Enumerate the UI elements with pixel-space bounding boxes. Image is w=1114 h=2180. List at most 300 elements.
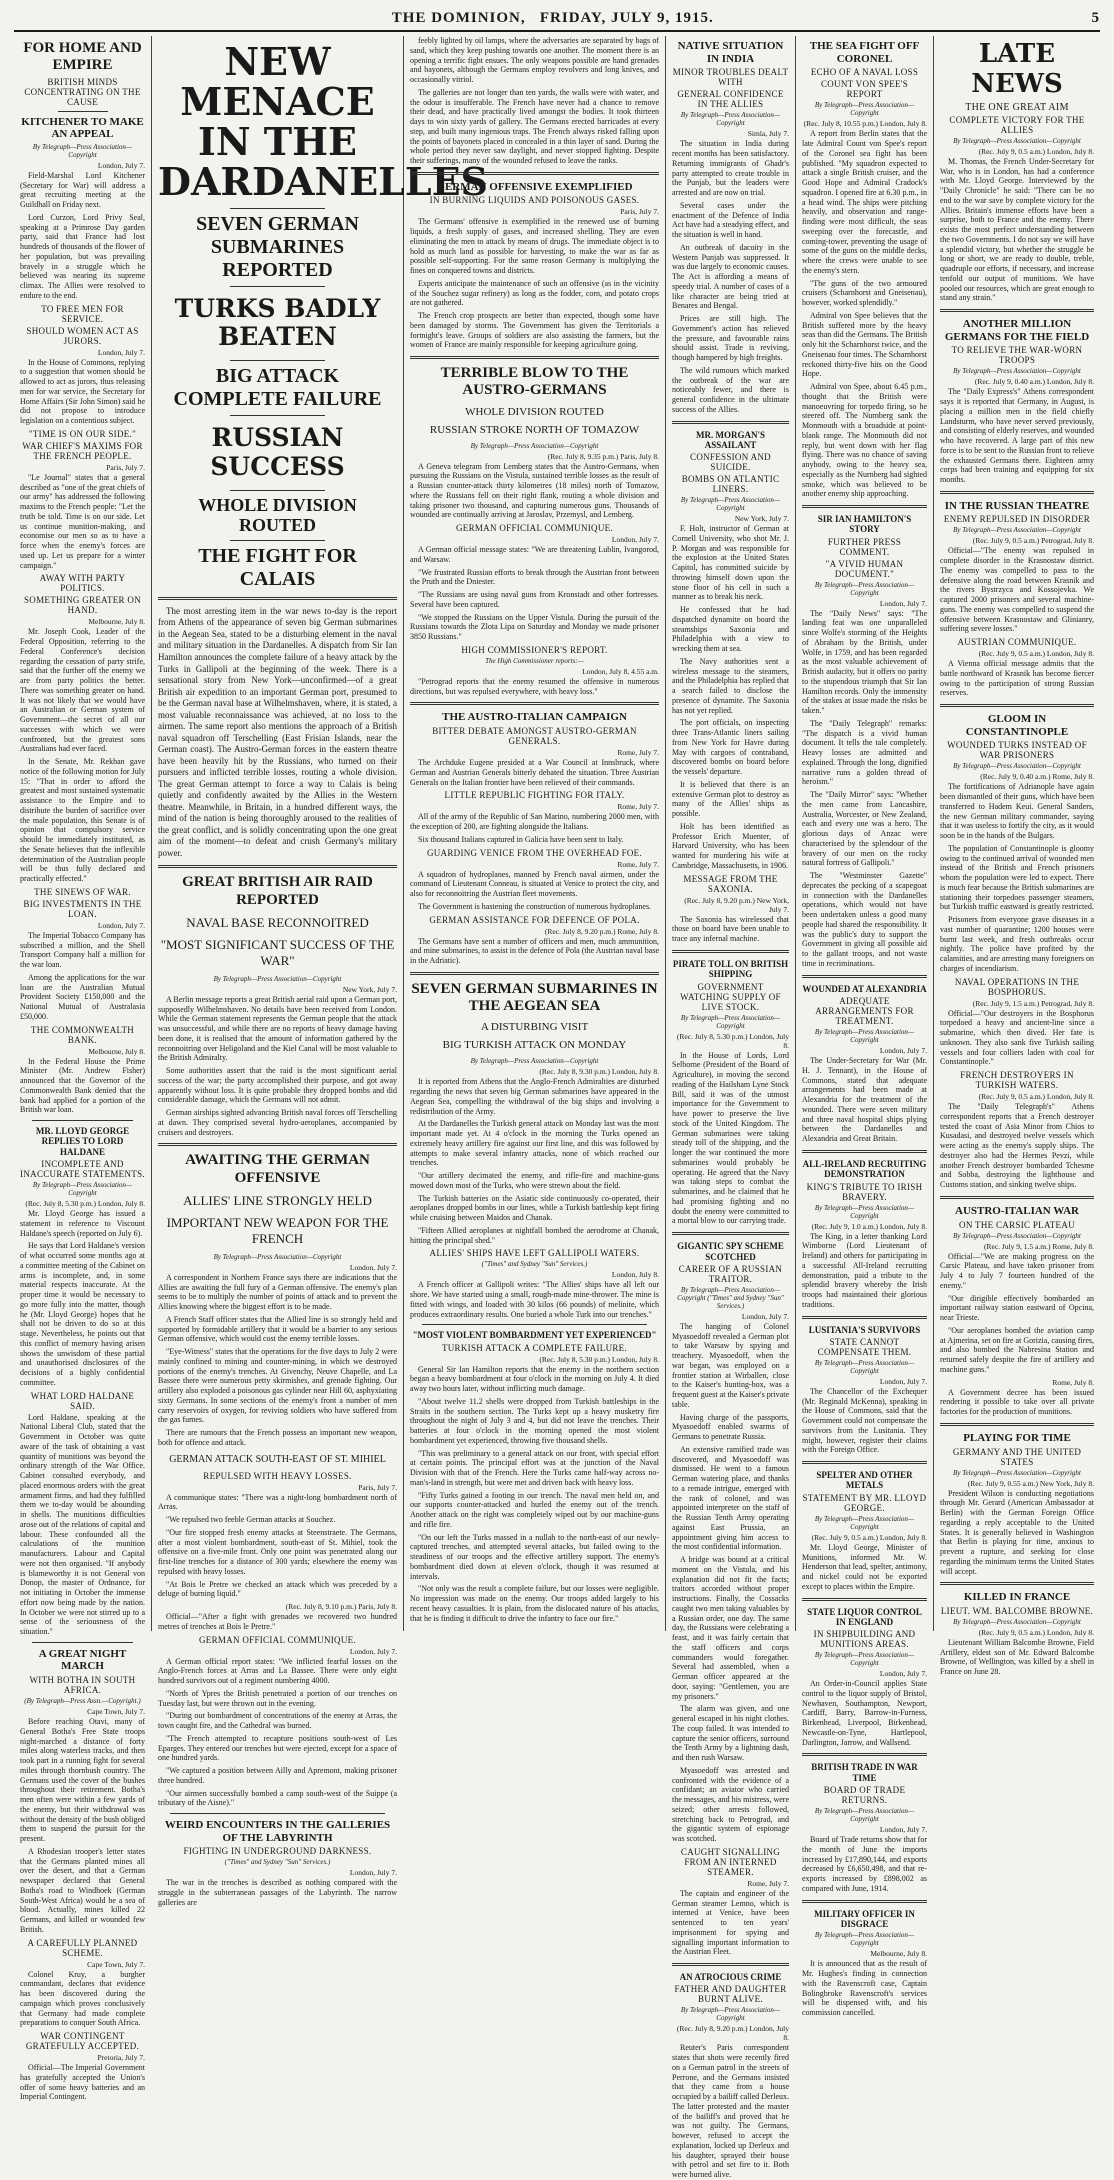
article-paragraph: All of the army of the Republic of San Marino, numbering 2000 men, with the exception of 200, are fighting alongside the Italians. (410, 812, 659, 832)
dateline: Cape Town, July 7. (87, 1707, 145, 1717)
byline: By Telegraph—Press Association—Copyright ("Times" and Sydney "Sun" Services.) (677, 1285, 784, 1310)
article-paragraph: Myasoedoff was arrested and confronted with the evidence of a confidant; an aviator who carried the messages, and his mistress, were seized; other arrests followed, stretching back to Petrograd, and the gigantic system of espionage was scotched. (672, 1765, 789, 1844)
article-paragraph: Official—"Our destroyers in the Bosphorus torpedoed a heavy and ancient-line since a submarine, which then dived. Her fate is unknown. They also sank five Turkish sailing vessels and four colliers laden with coal for Constantinople." (940, 1008, 1094, 1067)
article-paragraph: A Government decree has been issued rendering it possible to take over all private factories for the production of munitions. (940, 1387, 1094, 1417)
subheadline: GERMAN ASSISTANCE FOR DEFENCE OF POLA. (429, 914, 640, 925)
article-paragraph: In the Federal House the Prime Minister (Mr. Andrew Fisher) announced that the Governor of the Commonwealth Bank denied that the bank had applied for a portion of the British war loan. (20, 1056, 145, 1115)
dateline: (Rec. July 8, 5.30 p.m.) London, July 8. (539, 1354, 659, 1364)
article-paragraph: "We frustrated Russian efforts to break through the Austrian front between the Pruth and the Dniester. (410, 567, 659, 587)
dateline: (Rec. July 9, 1.5 a.m.) Petrograd, July 8. (972, 998, 1094, 1008)
headline: SPELTER AND OTHER METALS (816, 1470, 913, 1491)
page-number: 5 (1091, 10, 1100, 26)
byline: By Telegraph—Press Association—Copyright (814, 1651, 915, 1668)
article-paragraph: There are rumours that the French possess an important new weapon, both for offence and attack. (158, 1428, 397, 1447)
subheadline: WOUNDED TURKS INSTEAD OF WAR PRISONERS (947, 740, 1087, 761)
dateline: Melbourne, July 8. (870, 1949, 927, 1959)
byline: By Telegraph—Press Association—Copyright (953, 1617, 1081, 1626)
article-paragraph: "This was preliminary to a general attack on our front, with special effort at certain points. The principal effort was at the junction of the Naval Division with that of the French. Here the Turks came half-way across no-man's-land in strength, but were met and driven back with heavy loss. (410, 1448, 659, 1487)
article-paragraph: Some authorities assert that the raid is the most significant aerial success of the war; the party accomplished their purpose, and got away apparently without loss. It is quite probable they dropped bombs and did considerable damage, which the Germans will not admit. (158, 1066, 397, 1105)
masthead-title (14, 10, 1092, 27)
article-paragraph: The King, in a letter thanking Lord Wimborne (Lord Lieutenant of Ireland) and others for participating in a successful All-Ireland recruiting demonstration, paid a tribute to the splendid bravery whereby the Irish troops had maintained their glorious traditions. (802, 1231, 927, 1309)
dateline: (Rec. July 9, 0.5 a.m.) Petrograd, July 8. (972, 536, 1094, 546)
section-heading: SOMETHING GREATER ON HAND. (24, 595, 141, 616)
article-paragraph: The Germans' offensive is exemplified in the renewed use of burning liquids, a fresh supply of gases, and increased shelling. They are even eliminating the men to attack by means of drugs. The immediate object is to hold as much land as possible for harvesting, to make the war as far as possible self-supporting. For the same reason Germany is multiplying the fines on conquered towns and districts. (410, 217, 659, 276)
dateline: London, July 7. (879, 1669, 927, 1679)
article-paragraph: "At Bois le Pretre we checked an attack which was preceded by a deluge of burning liquid." (158, 1579, 397, 1599)
byline: By Telegraph—Press Association—Copyright (814, 1028, 915, 1045)
subheadline: MINOR TROUBLES DEALT WITH (672, 67, 789, 88)
article-paragraph: The situation in India during recent months has been satisfactory. Returning immigrants of Ghadr's party attempted to create trouble in the Punjab, but the leaders were arrested and are now on trial. (672, 139, 789, 198)
article-paragraph: The hanging of Colonel Myasoedoff revealed a German plot to take Warsaw by spying and treachery. Myasoedoff, when the war began, was employed on a frontier station at Wirballen, close to the Kaiser's hunting-box, was a frequent guest at the Kaiser's private table. (672, 1321, 789, 1409)
dateline: London, July 7. (97, 160, 145, 170)
subheadline: KING'S TRIBUTE TO IRISH BRAVERY. (806, 1181, 923, 1202)
article-paragraph: In the House of Lords, Lord Selborne (President of the Board of Agriculture), in moving the second reading of the Hailsham Lyne Stock Bill, said it was of the utmost importance for the Government to have power to preserve the live stock of the United Kingdom. The German submarines were taking steady toll of the shipping, and the longer the war continued the more submarines would probably be operating. He agreed that the Navy was taking steps to combat the submarines, and he claimed that he had promising fighting and no doubt the enemy were committed to a mortal blow to our carrying trade. (672, 1050, 789, 1226)
byline: By Telegraph—Press Association—Copyright (814, 1203, 915, 1220)
byline: By Telegraph—Press Association—Copyright (680, 2006, 781, 2023)
article-paragraph: "The French attempted to recapture positions south-west of Les Eparges. They entered our trenches but were ejected, except for a space of one hundred yards. (158, 1733, 397, 1763)
article-paragraph: The "Westminster Gazette" deprecates the pecking of a scapegoat in connection with the Dardanelles operations, which would not have been undertaken unless a good many people had shared the responsibility. It was the public's duty to support the Government in giving all possible aid to the gallant troops, and not waste time in recriminations. (802, 871, 927, 968)
section-heading: AWAY WITH PARTY POLITICS. (39, 573, 126, 594)
article-paragraph: The Government is hastening the construction of numerous hydroplanes. (418, 901, 652, 911)
byline: By Telegraph—Press Association—Copyright (213, 1252, 342, 1261)
headline: SEVEN GERMAN SUBMARINES IN THE AEGEAN SEA (411, 980, 658, 1015)
dateline: Paris, July 7. (358, 1482, 397, 1492)
headline: AN ATROCIOUS CRIME (679, 1972, 782, 1983)
byline: By Telegraph—Press Association—Copyright (814, 580, 915, 597)
newspaper-name: THE DOMINION, (391, 10, 526, 26)
article-paragraph: Among the applications for the war loan are the Australian Mutual Provident Society £150,000 and the National Mutual of Australasia £50,000. (20, 972, 145, 1021)
dateline: (Rec. July 8, 9.20 p.m.) New York, July 7. (684, 895, 789, 914)
headline: RUSSIAN SUCCESS (210, 423, 345, 481)
column-3 (404, 36, 666, 1631)
dateline: London, July 7. (741, 1311, 789, 1321)
subheadline: BIG TURKISH ATTACK ON MONDAY (442, 1039, 627, 1052)
subheadline: GERMAN OFFICIAL COMMUNIQUE. (198, 1634, 357, 1645)
headline: THE FIGHT FOR CALAIS (198, 544, 357, 590)
article-paragraph: A report from Berlin states that the late Admiral Count von Spee's report of the Coronel sea fight has been published. "My squadron expected to attack a single British cruiser, and the Good Hope and Admiral Cradock's squadron. I opened fire at 6.30 p.m., in a head wind. The ships were pitching heavily, and observation and range-finding were most difficult, the seas sweeping over the forecastle, and coming-tower, preventing the usage of some of the guns on the middle decks, where the crews were unable to see the enemy's stern. (802, 129, 927, 275)
article-paragraph: It is announced that as the result of Mr. Hughes's finding in connection with the Ravenscroft case, Captain Bolingbroke Ravenscroft's services will be dispensed with, and his commission cancelled. (802, 1959, 927, 2018)
headline: ANOTHER MILLION GERMANS FOR THE FIELD (944, 318, 1090, 343)
article-paragraph: Prisoners from everyone grave diseases in a vast number of quarantine; 1200 houses were burnt last week, and fresh outbreaks occur nightly. The police have profited by the calamities, and are arresting many foreigners on charges of incendiarism. (940, 915, 1094, 973)
dateline: (Rec. July 8, 9.35 p.m.) Paris, July 8. (547, 451, 659, 461)
dateline: London, July 7. (879, 1376, 927, 1386)
dateline: (Rec. July 9, 1.5 a.m.) Rome, July 8. (984, 1241, 1094, 1251)
article-paragraph: The Imperial Tobacco Company has subscribed a million, and the Shell Transport Company half a million for the war loan. (20, 930, 145, 970)
dateline: Rome, July 8. (1052, 1377, 1094, 1387)
summary-paragraph: The most arresting item in the war news to-day is the report from Athens of the appearance of seven big German submarines in the Aegean Sea, stated to be a disturbing element in the naval and military situation in the Dardanelles. A dispatch from Sir Ian Hamilton announces the complete failure of a heavy attack by the Turks in Gallipoli at the beginning of the week. There is a sensational story from New York—unconfirmed—of a great British air expedition to an important German port, presumed to be the German naval base at Wilhelmshaven, where, it is stated, a most valuable reconnaissance was achieved, at no loss to the airmen. The same report also mentions the approach of a British naval squadron off Terschelling (East Frisian Islands, near the German coast). The Austro-German forces in the eastern theatre have been heavily hit by the Russians, who turned on their pursuers and inflicted terrible losses, routing a whole division. The great German attempt to force a way to Calais is being quietly and confidently awaited by the Allies in the Western theatre. Meanwhile, in Britain, in a hundred different ways, the mind of the nation is being thoroughly aroused to the realities of the great conflict, and is solidly concentrating upon the one great aim of the moment—to defeat and crush Germany's military power. (158, 605, 397, 858)
article-paragraph: In the Senate, Mr. Rekhan gave notice of the following motion for July 15: "That in order to afford the greatest and most sustained systematic assistance to the Empire and to distribute the burden of sacrifice over the male population, this Senate is of opinion that compulsory service should be immediately instituted, as the Senate believes that the inflexible determination of the Australian people will be thus fully declared and practically effected." (20, 757, 145, 884)
article-paragraph: "North of Ypres the British penetrated a portion of our trenches on Tuesday last, but were thrown out in the evening. (158, 1688, 397, 1708)
article-paragraph: The galleries are not longer than ten yards, the walls were with water, and the odour is insufferable. The French have never had a chance to remove their dead, and have practically lived amongst the bodies. It took thirteen days to win sixty yards of gallery. The Germans erected barricades at every step, and built many ingenious traps. The French always risked falling upon the points of bayonets placed in concealed in a thin layer of sand. During the whole period they never saw daylight, and never stopped fighting. Despite their sufferings, many of the wounded refused to leave the ranks. (410, 87, 659, 165)
issue-date: FRIDAY, JULY 9, 1915. (539, 10, 714, 26)
article-paragraph: Six thousand Italians captured in Galicia have been sent to Italy. (418, 834, 624, 844)
article-paragraph: The Archduke Eugene presided at a War Council at Innsbruck, where German and Austrian Generals bitterly debated the situation. Three Austrian Generals on the Italian frontier have been relieved of their commands. (410, 758, 659, 787)
subheadline: GERMAN OFFICIAL COMMUNIQUE. (455, 523, 614, 534)
section-heading: "TIME IS ON OUR SIDE." (28, 428, 137, 439)
headline: A GREAT NIGHT MARCH (38, 1647, 127, 1673)
masthead (14, 10, 1100, 32)
article-paragraph: "Our artillery decimated the enemy, and rifle-fire and machine-guns mowed down most of the Turks, who were strewn about the field. (410, 1171, 659, 1190)
subheadline: FURTHER PRESS COMMENT. (827, 536, 902, 557)
article-paragraph: General Sir Ian Hamilton reports that the enemy in the northern section began a heavy bombardment at four o'clock in the morning on July 4. It died away two hours later, without inflicting much damage. (410, 1364, 659, 1394)
headline: THE AUSTRO-ITALIAN CAMPAIGN (442, 711, 627, 724)
article-paragraph: The Germans have sent a number of officers and men, much ammunition, and mine submarines, to assist in the defence of Pola (the Austrian naval base in the Adriatic). (410, 936, 659, 966)
byline: By Telegraph—Press Association—Copyright (470, 1057, 599, 1066)
headline: AUSTRO-ITALIAN WAR (955, 1204, 1079, 1217)
subheadline: BOARD OF TRADE RETURNS. (823, 1785, 906, 1806)
headline: TERRIBLE BLOW TO THE AUSTRO-GERMANS (440, 365, 629, 399)
article-paragraph: The Navy authorities sent a wireless message to the steamers, and the Philadelphia has replied that a search failed to disclose the presence of dynamite. The Saxonia has not yet replied. (672, 656, 789, 715)
byline: By Telegraph—Press Association—Copyright (680, 1013, 781, 1030)
column-6 (934, 36, 1100, 1677)
article-paragraph: The "Daily News" says: "The landing feat was one unparalleled since Wolfe's storming of the Heights of Abraham by the British, under Wolfe, in 1759, and has been regarded as the most valuable achievement of British audacity, but it offers no parity to the stupendous triumph that Sir Ian Hamilton records. Only the immensity of the stakes at issue made the risks be taken." (802, 608, 927, 716)
dateline: London, July 7. (97, 920, 145, 930)
main-headline: NEW MENACE IN THE DARDANELLES (158, 39, 488, 204)
subheadline: CONFESSION AND SUICIDE. (690, 452, 771, 473)
headline: WEIRD ENCOUNTERS IN THE GALLERIES OF THE LABYRINTH (164, 1819, 391, 1844)
subheadline: FATHER AND DAUGHTER BURNT ALIVE. (674, 1984, 787, 2005)
subheadline: GENERAL CONFIDENCE IN THE ALLIES (677, 89, 784, 110)
article-paragraph: Before reaching Otavi, many of General Botha's Free State troops night-marched a distance of forty miles along waterless tracks, and then took part in a running fight for several miles through thornbush country. The Germans used the cover of the bushes throughout their retirement. Botha's men often were within a few yards of the enemy, but their withdrawal was without the density of the bush obliged them to suspend the pursuit for the present. (20, 1717, 145, 1844)
dateline: London, July 7. (879, 598, 927, 608)
article-paragraph: Lord Curzon, Lord Privy Seal, speaking at a Primrose Day garden party, said that France had lost hundreds of thousands of the flower of her population, but was prevailing bravely in a struggle which he believed was nearing its supreme climax. The Allies were resolved to endure to the end. (20, 212, 145, 300)
subheadline: ADEQUATE ARRANGEMENTS FOR TREATMENT. (815, 996, 914, 1027)
article-paragraph: The wild rumours which marked the outbreak of the war are noticeably fewer, and there is general confidence in the ultimate success of the Allies. (672, 365, 789, 414)
article-paragraph: Lord Haldane, speaking at the National Liberal Club, stated that the Government in October was quite aware of the task of obtaining a vast quantity of munitions was beyond the ordinary strength of the War Office. Cabinet consulted everybody, and placed enormous orders with the great armament firms, and had they fulfilled them we to-day would be abounding in shells. The munitions difficulties arose out of the relations of capital and labour. These confounded all the calculations of the munition manufacturers. Labour and Capital were not then organised. "If anybody is blameworthy it is not General von Donop, the master of Ordnance, for not initiating in October the immense effort now being made by the nation. In October we were not stirred up to a sense of the seriousness of the situation." (20, 1412, 145, 1637)
article-paragraph: Official—"We are making progress on the Carsic Plateau, and have taken prisoner from July 4 to July 7 fourteen hundred of the enemy." (940, 1251, 1094, 1290)
column-5 (796, 36, 934, 2018)
dateline: (Rec. July 8, 10.55 p.m.) London, July 8. (803, 119, 927, 129)
dateline: (Rec. July 9, 0.5 a.m.) London, July 8. (978, 649, 1094, 659)
byline: By Telegraph—Press Association—Copyright (953, 1468, 1081, 1477)
byline: By Telegraph—Press Association—Copyright (32, 1181, 133, 1198)
subheadline: "MOST SIGNIFICANT SUCCESS OF THE WAR" (160, 936, 395, 968)
subheadline: TO RELIEVE THE WAR-WORN TROOPS (951, 345, 1083, 366)
article-paragraph: A Geneva telegram from Lemberg states that the Austro-Germans, when pursuing the Russians on the Vistula, sustained terrible losses as the result of a Russian counter-attack thirty kilometres (18 miles) north of Tomazow, where the Russians fell on their right flank, routing a whole division and taking prisoner two thousand, and capturing numerous guns. Thousands of wounded are continually arriving at Jaroslav, Przemysl, and Lemberg. (410, 461, 659, 520)
dateline: London, July 7. (879, 1046, 927, 1056)
dateline: Rome, July 7. (747, 1878, 789, 1888)
article-paragraph: The "Daily Express's" Athens correspondent says it is reported that Germany, in August, is placing a million men in the field chiefly Landsturm, who have never served previously, and consisting of elderly reserves, and wounded who have recovered. A large part of this new force is to be sent to the Russian front to relieve the exhausted Germans there. Eighteen army corps had been training and equipping for six months. (940, 387, 1094, 485)
subheadline: A DISTURBING VISIT (480, 1021, 589, 1034)
article-paragraph: Having charge of the passports, Myasoedoff enabled swarms of Germans to penetrate Russia. (672, 1412, 789, 1442)
dateline: London, July 7. (349, 1262, 397, 1272)
dateline: (Rec. July 9, 0.5 a.m.) London, July 8. (811, 1532, 927, 1542)
dateline: Cape Town, July 7. (87, 1959, 145, 1969)
dateline: Rome, July 7. (617, 802, 659, 812)
article-paragraph: A French Staff officer states that the Allied line is so strongly held and supported by formidable artillery that it would be a barrier to any serious German offensive, which would cost the enemy terrible losses. (158, 1314, 397, 1344)
article-paragraph: "Not only was the result a complete failure, but our losses were negligible. No impression was made on the enemy. Our troops added largely to his recent heavy casualties. It is plain, from the dislocated nature of his attacks, that he is finding it difficult to drive the infantry to face our fire." (410, 1584, 659, 1623)
dateline: (Rec. July 8, 9.20 p.m.) London, July 8. (676, 2024, 789, 2043)
article-paragraph: "We repulsed two feeble German attacks at Souchez. (166, 1515, 336, 1525)
section-heading: BIG INVESTMENTS IN THE LOAN. (23, 898, 142, 919)
article-paragraph: "Petrograd reports that the enemy resumed the offensive in numerous directions, but was repulsed everywhere, with heavy loss." (410, 676, 659, 696)
article-paragraph: German airships sighted advancing British naval forces off Terschelling at dawn. They comprised several hydro-aeroplanes, accompanied by cruisers and destroyers. (158, 1108, 397, 1137)
article-paragraph: Field-Marshal Lord Kitchener (Secretary for War) will address a great recruiting meeting at the Guildhall on Friday next. (20, 170, 145, 210)
dateline: Melbourne, July 8. (88, 617, 145, 627)
subheadline: BOMBS ON ATLANTIC LINERS. (681, 474, 780, 495)
article-paragraph: "Our airmen successfully bombed a camp south-west of the Suippe (a tributary of the Aisne)." (158, 1788, 397, 1808)
article-paragraph: Holt has been identified as Professor Erich Muenter, of Harvard University, who has been wanted for murdering his wife at Cambridge, Massachusetts, in 1906. (672, 821, 789, 870)
section-heading: WHAT LORD HALDANE SAID. (30, 1390, 135, 1411)
subheadline: REPULSED WITH HEAVY LOSSES. (203, 1470, 352, 1481)
article-paragraph: M. Thomas, the French Under-Secretary for War, who is in London, has had a conference with Mr. Lloyd George. Interviewed by the "Daily Chronicle" he said: "There can be no end to the war save by complete victory for the Allies. Britain's immense efforts have been a surprise, both to France and the enemy. There exists the most perfect understanding between the two Governments. I do not say we will have a splendid victory, but whether the struggle be long or short, we are ready to double, treble, quadruple our efforts, if necessary, and increase tenfold our output of munitions. We have pooled our resources, which are great enough to stand any strain." (940, 156, 1094, 303)
subheadline: NAVAL BASE RECONNOITRED (186, 914, 369, 930)
late-news-headline: LATE NEWS (971, 39, 1063, 99)
article-paragraph: "Our aeroplanes bombed the aviation camp at Ajmerina, set on fire at Gorizia, causing fires, and also bombed the Nabresina Station and returned safely despite the fire of artillery and machine guns." (940, 1325, 1094, 1374)
article-paragraph: Reuter's Paris correspondent states that shots were recently fired on a German patrol in the streets of Perrone, and the Germans insisted that they came from a house occupied by a bailiff called Derleux. The latter protested and the master of the bailiff's and proved that he was not guilty. The Germans, however, refused to accept the explanation, locked up Derleux and his daughter, sprayed their house with petrol and set fire to it. Both were burned alive. (672, 2043, 789, 2180)
article-paragraph: A Berlin message reports a great British aerial raid upon a German port, supposedly Wilhelmshaven. No details have been received from London. While the German statement represents the German people that the attack was unsuccessful, and while there are no reports of heavy damage having been done, it is realised that the amount of information gathered by the reconnoitring over Heligoland and the Kiel Canal will be most valuable to the British Admiralty. (158, 994, 397, 1063)
article-paragraph: It is reported from Athens that the Anglo-French Admiralties are disturbed regarding the news that seven big German submarines have appeared in the Aegean Sea, compelling the withdrawal of the big ships and involving a redistribution of the Army. (410, 1077, 659, 1116)
section-heading: TO FREE MEN FOR SERVICE. (41, 303, 124, 324)
subheadline: LITTLE REPUBLIC FIGHTING FOR ITALY. (444, 790, 625, 801)
dateline: (Rec. July 8, 9.10 p.m.) Paris, July 8. (285, 1602, 397, 1612)
dateline: (Rec. July 9, 0.40 a.m.) London, July 8. (974, 377, 1094, 387)
headline: ALL-IRELAND RECRUITING DEMONSTRATION (802, 1158, 927, 1180)
dateline: New York, July 7. (734, 514, 789, 524)
dateline: Rome, July 7. (617, 859, 659, 869)
article-paragraph: The "Daily Telegraph" remarks: "The dispatch is a vivid human document. It tells the tale completely. Heavy losses are admitted and explained. Through the long, dignified narrative runs a golden thread of heroism." (802, 718, 927, 787)
dateline: (Rec. July 9, 0.5 a.m.) London, July 8. (978, 1627, 1094, 1637)
byline: By Telegraph—Press Association—Copyright (680, 111, 781, 128)
section-heading: SHOULD WOMEN ACT AS JURORS. (26, 325, 139, 346)
subheadline: COUNT VON SPEE'S REPORT (820, 79, 909, 100)
article-paragraph: feebly lighted by oil lamps, where the adversaries are separated by bags of sand, which they keep pushing towards one another. The moment there is an opening a terrific fight ensues. The only weapons possible are hand grenades and bayonets, although the Germans employ revolvers and long knives, and occasionally vitriol. (410, 36, 659, 84)
byline: By Telegraph—Press Association—Copyright (814, 1931, 915, 1948)
subheadline: TURKISH ATTACK A COMPLETE FAILURE. (441, 1342, 628, 1353)
article-paragraph: Several cases under the enactment of the Defence of India Act have had a steadying effect, and the situation is well in hand. (672, 200, 789, 240)
section-heading: THE SINEWS OF WAR. (34, 886, 131, 897)
article-paragraph: The fortifications of Adrianople have again been dismantled of their guns, which have been transferred to Hadem Keui. General Sanders, the new German military commander, saying that it was useless to fortify the city, as it would soon be in the hands of the Bulgars. (940, 782, 1094, 841)
subheadline: IMPORTANT NEW WEAPON FOR THE FRENCH (166, 1214, 389, 1246)
subheadline: ENEMY REPULSED IN DISORDER (943, 514, 1091, 525)
byline: By Telegraph—Press Association—Copyright (814, 1358, 915, 1375)
subheadline: RUSSIAN STROKE NORTH OF TOMAZOW (429, 423, 640, 436)
subheadline: STATE CANNOT COMPENSATE THEM. (817, 1336, 912, 1357)
dateline: (Rec. July 9, 0.5 a.m.) London, July 8. (978, 146, 1094, 156)
article-paragraph: The "Daily Mirror" says: "Whether the men came from Lancashire, Australia, Worcester, or New Zealand, each and every one was a hero. The glorious days of Anzac were characterised by the splendour of the bravery of our men on the rocky natural fortress of Gallipoli." (802, 790, 927, 868)
subheadline: FIGHTING IN UNDERGROUND DARKNESS. (183, 1846, 372, 1857)
dateline: Paris, July 7. (620, 207, 659, 217)
article-paragraph: President Wilson is conducting negotiations through Mr. Gerard (American Ambassador at Berlin) with the German Foreign Office regarding a reply acceptable to the United States. It is generally believed in Washington that Berlin is playing for time, anxious to prevent a rupture, and seeking for close regarding the minimum terms the United States will accept. (940, 1488, 1094, 1576)
dateline: (Rec. July 9, 0.40 a.m.) Rome, July 8. (980, 772, 1094, 782)
dateline: (Rec. July 9, 0.5 a.m.) London, July 8. (978, 1092, 1094, 1102)
headline: SEVEN GERMAN SUBMARINES REPORTED (196, 212, 359, 281)
byline: ("Times" and Sydney "Sun" Services.) (481, 1260, 588, 1269)
subheadline: ALLIES' SHIPS HAVE LEFT GALLIPOLI WATERS. (429, 1248, 640, 1259)
dateline: (Rec. July 9, 1.0 a.m.) London, July 8. (811, 1221, 927, 1231)
byline: By Telegraph—Press Association—Copyright (953, 1231, 1081, 1240)
article-paragraph: The alarm was given, and one general escaped in his night clothes. The coup failed. It was intended to capture the senior officers, surround the Tenth Army by a lightning dash, and then rush Warsaw. (672, 1704, 789, 1763)
headline: TURKS BADLY BEATEN (174, 293, 381, 352)
subheadline: INCOMPLETE AND INACCURATE STATEMENTS. (20, 1159, 145, 1180)
headline: WHOLE DIVISION ROUTED (198, 494, 357, 536)
headline: MR. MORGAN'S ASSAILANT (696, 429, 765, 450)
article-paragraph: A French officer at Gallipoli writes: "The Allies' ships have all left our shore. We have started using a small, rough-made mine-thrower. The mine is fitted with wings, and loaded with 30 kilos (66 pounds) of melinite, which produces extraordinary results. One buried a whole Turk into our trenches." (410, 1280, 659, 1319)
subheadline: HIGH COMMISSIONER'S REPORT. (461, 644, 608, 655)
article-paragraph: The French crop prospects are better than expected, though some have been damaged by storms. The Government has given the Territorials a fortnight's leave. Groups of soldiers are also assisting the farmers, but the women of France are mainly responsible for keeping agriculture going. (410, 311, 659, 350)
dateline: Simla, July 7. (747, 129, 789, 139)
subheadline: ALLIES' LINE STRONGLY HELD (183, 1192, 372, 1208)
subheadline: LIEUT. WM. BALCOMBE BROWNE. (940, 1605, 1094, 1616)
dateline: London, July 7. (97, 347, 145, 357)
article-paragraph: "Le Journal" states that a general described as "one of the great chiefs of our army" has addressed the following maxims to the French people: "Let the truth be told. Time is on our side. Let us continue munition-making, and economise our men so as to have a force when the enemy's forces are used up. Let us prepare for a winter campaign." (20, 472, 145, 570)
article-paragraph: F. Holt, instructor of German at Cornell University, who shot Mr. J. P. Morgan and was responsible for the explosion at the United States Capitol, has committed suicide by throwing himself down upon the stone floor of his cell in such a manner as to break his neck. (672, 524, 789, 602)
subheadline: ECHO OF A NAVAL LOSS (810, 67, 919, 78)
byline: By Telegraph—Press Association—Copyright (814, 1807, 915, 1824)
article-paragraph: A bridge was bound at a critical moment on the Vistula, and his explanation did not fit the facts; traitors accorded without proper instructions. Finally, the Cossacks caught two men taking valuables by a Russian order, one day. The same day, the Russians were celebrating a feast, and it was fairly certain that the staff officers and corps commanders would foregather. Several had assembled, when a German officer appeared at the door, saying: "Gentlemen, you are my prisoners." (672, 1555, 789, 1701)
subheadline: GOVERNMENT WATCHING SUPPLY OF LIVE STOCK. (680, 981, 781, 1012)
article-paragraph: At the Dardanelles the Turkish general attack on Monday last was the most important made yet. At 4 o'clock in the morning the Turks opened an extremely heavy artillery fire against our first line, and this was followed by attempts to make several infantry attacks, none of which reached our trenches. (410, 1119, 659, 1168)
article-paragraph: A Vienna official message admits that the battle northward of Krasnik has become fiercer owing to the participation of strong Russian reserves. (940, 659, 1094, 698)
byline: By Telegraph—Press Association—Copyright (680, 496, 781, 513)
subheadline: THE ONE GREAT AIM (965, 101, 1069, 113)
byline: By Telegraph—Press Association—Copyright (953, 526, 1081, 535)
headline: STATE LIQUOR CONTROL IN ENGLAND (807, 1606, 922, 1627)
article-paragraph: Official—"The enemy was repulsed in complete disorder in the Krasnostaw district. The enemy was compelled to pass to the defensive along the road between Krasnik and the rivers Bystrzyca and Kossojevka. We captured 2000 prisoners and several machine-guns. The enemy was compelled to suspend the offensive between Krasnostaw and Glinianry, suffering severe losses." (940, 546, 1094, 634)
dateline: (Rec. July 8, 5.30 p.m.) London, July 8. (676, 1031, 789, 1050)
headline: PLAYING FOR TIME (963, 1431, 1071, 1444)
dateline: Pretoria, July 7. (97, 2053, 145, 2063)
headline: GREAT BRITISH AIR RAID REPORTED (182, 874, 373, 908)
headline: MILITARY OFFICER IN DISGRACE (814, 1908, 915, 1929)
article-paragraph: "During our bombardment of concentrations of the enemy at Arras, the town caught fire, and the Cathedral was burned. (158, 1711, 397, 1731)
article-paragraph: "The guns of the two armoured cruisers (Scharnhorst and Gneisenau), however, worked splendidly." (802, 278, 927, 308)
subheadline: AUSTRIAN COMMUNIQUE. (957, 637, 1077, 648)
headline: KITCHENER TO MAKE AN APPEAL (21, 115, 144, 141)
dateline: (Rec. July 8, 9.30 p.m.) London, July 8. (539, 1067, 659, 1077)
article-paragraph: It is believed that there is an extensive German plot to destroy as many of the Allies' ships as possible. (672, 779, 789, 819)
article-paragraph: Lieutenant William Balcombe Browne, Field Artillery, eldest son of Mr. Edward Balcombe Browne, of Wellington, was killed by a shell in France on June 28. (940, 1637, 1094, 1677)
headline: IN THE RUSSIAN THEATRE (944, 499, 1090, 512)
article-paragraph: In the House of Commons, replying to a suggestion that women should be allowed to act as jurors, thus releasing men for war service, the Secretary for Home Affairs (Sir John Simon) said he did not propose to introduce legislation on a contentious subject. (20, 357, 145, 426)
headline: PIRATE TOLL ON BRITISH SHIPPING (672, 958, 789, 980)
dateline: London, July 7. (349, 1646, 397, 1656)
article-paragraph: A German official report states: "We inflicted fearful losses on the Anglo-French forces at Arras and La Bassee. There were only eight hundred survivors out of a regiment numbering 4000. (158, 1656, 397, 1686)
dateline: London, July 7. (611, 535, 659, 545)
article-paragraph: "We captured a position between Ailly and Apremont, making prisoner three hundred. (158, 1766, 397, 1785)
dateline: New York, July 7. (342, 984, 397, 994)
article-paragraph: A correspondent in Northern France says there are indications that the Allies are awaiting the full fury of a German offensive. The enemy's plan seems to be to multiply the number of points of attack and to prevent the Allies knowing where the biggest effort is to be made. (158, 1272, 397, 1312)
headline: AWAITING THE GERMAN OFFENSIVE (185, 1152, 370, 1186)
dateline: (Rec. July 8, 9.20 p.m.) Rome, July 8. (544, 926, 659, 936)
article-paragraph: Colonel Kruy, a burgher commandant, declares that evidence has been discovered during the campaign which proves conclusively that Germany had made complete preparations to conquer South Africa. (20, 1969, 145, 2028)
article-paragraph: The "Daily Telegraph's" Athens correspondent reports that a French destroyer tested the coast of Asia Minor from Chios to Kusadasi, and destroyed twelve vessels which were acting as the enemy's supply ships. The destroyer also had the Hermes Pevzi, while another French destroyer bombarded Tchesme and Sobba, destroying the lighthouse and Customs station, and sinking twelve ships. (940, 1102, 1094, 1190)
headline: "MOST VIOLENT BOMBARDMENT YET EXPERIENCED" (412, 1330, 657, 1341)
article-paragraph: "Eye-Witness" states that the operations for the five days to July 2 were mainly confined to mining and counter-mining, in which we destroyed portions of the enemy's trenches. At Givenchy, Neuve Chapelle, and La Bassee there were numerous petty skirmishes, and grenade fighting. Our artillery also exploded a poisonous gas cylinder near Hill 60, asphyxiating sixty Germans. In some sections of the enemy's front a number of men carry reservoirs of oxygen, for reviving soldiers who have suffered from the gas fumes. (158, 1347, 397, 1425)
article-paragraph: "On our left the Turks massed in a nullah to the north-east of our newly-captured trenches, and attempted several attacks, but failed owing to the steadiness of our troops and the effective artillery support. The enemy's bombardment died down at eleven o'clock, though it was resumed at intervals. (410, 1532, 659, 1581)
article-paragraph: The Under-Secretary for War (Mr. H. J. Tennant), in the House of Commons, stated that adequate arrangements had been made at Alexandria for the treatment of the wounded. There were seven military and three naval hospital ships plying between the Dardanelles and Alexandria and Great Britain. (802, 1056, 927, 1144)
article-paragraph: A German official message states: "We are threatening Lublin, Ivangorod, and Warsaw. (410, 545, 659, 564)
subheadline: WHOLE DIVISION ROUTED (465, 405, 604, 418)
dateline: London, July 8, 4.55 a.m. (582, 666, 659, 676)
article-paragraph: A Rhodesian trooper's letter states that the Germans planted mines all over the desert, and that a German newspaper declared that General Botha's road to Windhoek (German South-West Africa) would be a sea of blood. Actually, mines killed 22 Germans, and killed or wounded few British. (20, 1846, 145, 1934)
subheadline: STATEMENT BY MR. LLOYD GEORGE. (802, 1492, 927, 1513)
byline: The High Commissioner reports:— (485, 656, 584, 665)
headline: KILLED IN FRANCE (963, 1591, 1071, 1604)
article-paragraph: Official—The Imperial Government has gratefully accepted the Union's offer of some heavy batteries and an Imperial Contingent. (20, 2063, 145, 2102)
column-1 (14, 36, 152, 2102)
headline: WOUNDED AT ALEXANDRIA (802, 983, 927, 994)
headline: LUSITANIA'S SURVIVORS (808, 1324, 921, 1335)
article-paragraph: "Fifty Turks gained a footing in our trench. The naval men held on, and our supports counter-attacked and hurled the enemy out of the trench. Another attack on the right was completely wiped out by our machine-guns and rifle fire. (410, 1490, 659, 1529)
dateline: London, July 8. (611, 1270, 659, 1280)
subheadline: CAREER OF A RUSSIAN TRAITOR. (678, 1263, 783, 1284)
dateline: London, July 7. (879, 1825, 927, 1835)
article-paragraph: Official—"After a fight with grenades we recovered two hundred metres of trenches at Bois le Pretre." (158, 1612, 397, 1631)
article-paragraph: "Our dirigible effectively bombarded an important railway station eastward of Opcina, near Trieste. (940, 1293, 1094, 1323)
subheadline: FRENCH DESTROYERS IN TURKISH WATERS. (960, 1070, 1074, 1091)
article-paragraph: Admiral von Spee, about 6.45 p.m., thought that the British were manoeuvring for torpedo firing, so he steered off. The Nurnberg sank the Monmouth with a broadside at point-blank range. The Monmouth did not reply, but went down with her flag flying. There was no chance of saving anybody, owing to the heavy sea, especially as the Nurnberg had sighted smoke, which was believed to be another enemy ship approaching. (802, 382, 927, 499)
section-heading: THE COMMONWEALTH BANK. (30, 1024, 135, 1045)
dateline: Paris, July 7. (106, 462, 145, 472)
headline: GLOOM IN CONSTANTINOPLE (965, 713, 1069, 738)
subheadline: CAUGHT SIGNALLING FROM AN INTERNED STEAMER. (680, 1846, 781, 1877)
subheadline: MESSAGE FROM THE SAXONIA. (683, 873, 778, 894)
column-2 (152, 36, 488, 1907)
byline: By Telegraph—Press Association—Copyright (953, 762, 1081, 771)
article-paragraph: "About twelve 11.2 shells were dropped from Turkish battleships in the Straits in the southern section. The Turks kept up a heavy musketry fire throughout the night of July 3 and 4, but did not leave the trenches. Their batteries at four o'clock in the morning opened the most violent bombardment yet experienced, throwing five thousand shells. (410, 1396, 659, 1445)
article-paragraph: "Fifteen Allied aeroplanes at nightfall bombed the aerodrome at Chanak, hitting the principal shed." (410, 1225, 659, 1245)
headline: BIG ATTACK COMPLETE FAILURE (173, 365, 382, 411)
subheadline: IN SHIPBUILDING AND MUNITIONS AREAS. (813, 1629, 916, 1650)
section-heading: WAR CONTINGENT GRATEFULLY ACCEPTED. (25, 2031, 140, 2052)
byline: By Telegraph—Press Association—Copyright (213, 974, 342, 983)
article-paragraph: An extensive ramified trade was discovered, and Myasoedoff was dismissed. He went to a famous German watering place, and thanks to a remade intrigue, emerged with the rank of colonel, and was appointed interpreter on the staff of the Russian Tenth Army operating against East Prussia, an appointment giving him access to the most confidential information. (672, 1444, 789, 1552)
headline: NATIVE SITUATION IN INDIA (677, 40, 784, 65)
article-paragraph: The Turkish batteries on the Asiatic side continuously co-operated, their aeroplanes dropped bombs in our lines, while a Turkish battleship kept firing while cruising between Maidos and Chanak. (410, 1193, 659, 1223)
columns (14, 36, 1100, 2180)
byline: (By Telegraph—Press Assn.—Copyright.) (24, 1697, 141, 1706)
subheadline: IN BURNING LIQUIDS AND POISONOUS GASES. (429, 195, 640, 206)
article-paragraph: "We stopped the Russians on the Upper Vistula. During the pursuit of the Russians towards the Zlota Lipa on Saturday and Monday we made prisoner 3850 Russians." (410, 612, 659, 642)
dateline: Rome, July 7. (617, 748, 659, 758)
subheadline: GUARDING VENICE FROM THE OVERHEAD FOE. (426, 847, 643, 858)
article-paragraph: An outbreak of dacoity in the Western Punjab was suppressed. It was due largely to economic causes. The Act is affording a means of speedy trial. A number of cases of a like character are being tried at Benares and Bengal. (672, 242, 789, 311)
headline: THE SEA FIGHT OFF CORONEL (809, 40, 920, 65)
article-paragraph: The captain and engineer of the German steamer Lemno, which is interned at Venice, have been sentenced to ten years' imprisonment for spying and signalling important information to the Austrian Fleet. (672, 1888, 789, 1957)
article-paragraph: The Saxonia has wirelessed that those on board have been unable to trace any infernal machine. (672, 914, 789, 944)
byline: ("Times" and Sydney "Sun" Services.) (224, 1858, 331, 1867)
byline: By Telegraph—Press Association—Copyright (470, 441, 599, 450)
subheadline: NAVAL OPERATIONS IN THE BOSPHORUS. (954, 976, 1080, 997)
headline: GIGANTIC SPY SCHEME SCOTCHED (677, 1241, 784, 1262)
article-paragraph: Mr. Joseph Cook, Leader of the Federal Opposition, referring to the Federal Conference's decision regarding the cessation of party strife, said that the further off the enemy we are from party politics the better. There was something greater on hand. It was not likely that we would have an Australian or German system of Government—the secret of all our successes with which we were confronted, but the greatest sons Australians had ever faced. (20, 627, 145, 754)
dateline: (Rec. July 9, 0.55 a.m.) New York, July 8. (967, 1478, 1094, 1488)
article-paragraph: The port officials, on inspecting three Trans-Atlantic liners sailing from New York for Havre during May with cargoes of contraband, discovered bombs on board before the vessels' departure. (672, 718, 789, 777)
headline: SIR IAN HAMILTON'S STORY (817, 514, 912, 535)
article-paragraph: The Chancellor of the Exchequer (Mr. Reginald McKenna), speaking in the House of Commons, said that the Government could not compensate the survivors from the Lusitania. They might, however, register their claims with the Foreign Office. (802, 1386, 927, 1455)
headline: GERMAN OFFENSIVE EXEMPLIFIED (436, 180, 633, 193)
headline: FOR HOME AND EMPIRE (23, 40, 142, 74)
article-paragraph: Admiral von Spee believes that the British suffered more by the heavy seas than did the Germans. The British only hit the Scharnhorst twice, and the Gneisenau four times. The Scharnhorst reckoned thirty-five hits on the Good Hope. (802, 310, 927, 379)
dateline: London, July 7. (349, 1868, 397, 1878)
headline: MR. LLOYD GEORGE REPLIES TO LORD HALDANE (35, 1126, 130, 1157)
byline: By Telegraph—Press Association—Copyright (953, 136, 1081, 145)
article-paragraph: He says that Lord Haldane's version of what occurred some months ago at a committee meeting of the Cabinet on arms is incomplete, and, in some material respects inaccurate. At the proper time it would be necessary to go more fully into the matter, though he (Mr. Lloyd George) hopes that he shall not be driven to do so at this stage. Nevertheless, he points out that this conflict of memory having arisen shows the unwisdom of these partial and unauthorised disclosures of the decisions of a highly confidential committee. (20, 1241, 145, 1387)
article-paragraph: Experts anticipate the maintenance of such an offensive (as in the vicinity of the Souchez sugar refinery) as long as the fodder, corn, and potato crops are not gathered. (410, 278, 659, 308)
article-paragraph: The population of Constantinople is gloomy owing to the continued arrival of wounded men instead of the British and French prisoners whom the population were led to expect. There is much fear because the British submarines are stationing their torpedoes passenger steamers, but Turkish traffic eastward is greatly restricted. (940, 843, 1094, 912)
article-paragraph: "The Russians are using naval guns from Kronstadt and other fortresses. Several have been captured. (410, 590, 659, 609)
section-heading: A CAREFULLY PLANNED SCHEME. (27, 1937, 138, 1958)
subheadline: GERMANY AND THE UNITED STATES (952, 1446, 1082, 1467)
article-paragraph: The war in the trenches is described as nothing compared with the struggle in the subterranean passages of the Labyrinth. The narrow galleries are (158, 1878, 397, 1907)
byline: By Telegraph—Press Association—Copyright (814, 1514, 915, 1531)
article-paragraph: "Our fire stopped fresh enemy attacks at Steenstraete. The Germans, after a most violent bombardment, south-east of St. Mihiel, took the offensive on a five-mile front. Only one point was penetrated along our first-line trenches for a distance of 300 yards; elsewhere the enemy was repulsed with heavy losses. (158, 1527, 397, 1576)
section-heading: WAR CHIEF'S MAXIMS FOR THE FRENCH PEOPLE. (22, 440, 143, 461)
byline: By Telegraph—Press Association—Copyright (32, 142, 133, 159)
headline: BRITISH TRADE IN WAR TIME (811, 1762, 918, 1783)
subheadline: WITH BOTHA IN SOUTH AFRICA. (29, 1675, 136, 1696)
